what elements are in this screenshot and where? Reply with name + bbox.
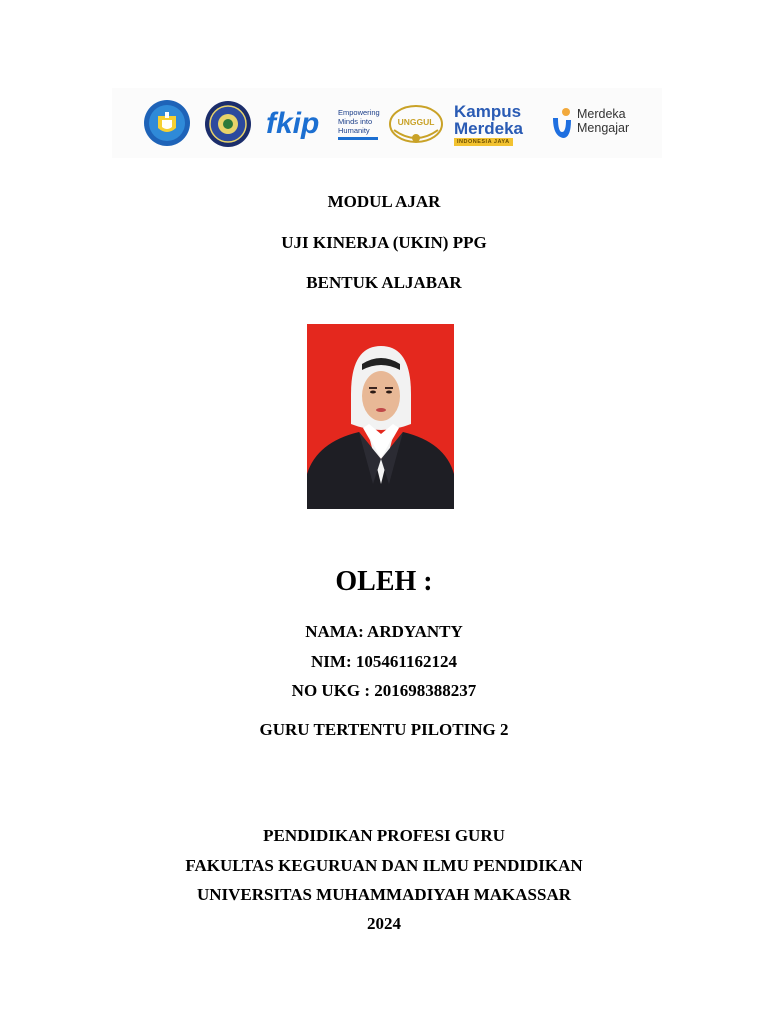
institution-year: 2024 xyxy=(367,914,401,933)
merdeka-mengajar-line2: Mengajar xyxy=(577,121,630,135)
kampus-sub-text: INDONESIA JAYA xyxy=(454,138,513,146)
empowering-text: Empowering Minds into Humanity xyxy=(338,108,380,135)
institution-university: UNIVERSITAS MUHAMMADIYAH MAKASSAR xyxy=(196,885,572,904)
institution-faculty: FAKULTAS KEGURUAN DAN ILMU PENDIDIKAN xyxy=(185,856,583,875)
title-modul-ajar: MODUL AJAR xyxy=(327,192,441,211)
fkip-logo-text: fkip xyxy=(266,107,320,140)
merdeka-mengajar-logo xyxy=(549,104,649,144)
merdeka-text: Merdeka xyxy=(454,119,523,138)
logo-strip xyxy=(112,88,662,158)
empowering-tagline xyxy=(338,106,380,142)
author-group: GURU TERTENTU PILOTING 2 xyxy=(259,720,509,739)
oleh-heading: OLEH : xyxy=(335,566,433,597)
author-nim: NIM: 105461162124 xyxy=(311,652,457,671)
tagline-underline xyxy=(338,137,378,140)
author-nama: NAMA: ARDYANTY xyxy=(305,622,463,641)
merdeka-mengajar-line1: Merdeka xyxy=(577,107,626,121)
kampus-merdeka-logo xyxy=(454,100,538,150)
merdeka-mengajar-icon xyxy=(549,106,575,142)
institution-program: PENDIDIKAN PROFESI GURU xyxy=(263,826,505,845)
unggul-text: UNGGUL xyxy=(397,117,435,127)
tut-wuri-handayani-logo xyxy=(142,98,192,148)
title-ukin-ppg: UJI KINERJA (UKIN) PPG xyxy=(281,233,487,252)
fkip-logo xyxy=(264,106,334,140)
author-photo xyxy=(307,324,454,509)
author-no-ukg: NO UKG : 201698388237 xyxy=(291,681,477,700)
title-bentuk-aljabar: BENTUK ALJABAR xyxy=(306,273,462,292)
unggul-logo xyxy=(388,100,444,148)
unismuh-seal-logo xyxy=(204,100,252,148)
kampus-text: Kampus xyxy=(454,102,522,121)
